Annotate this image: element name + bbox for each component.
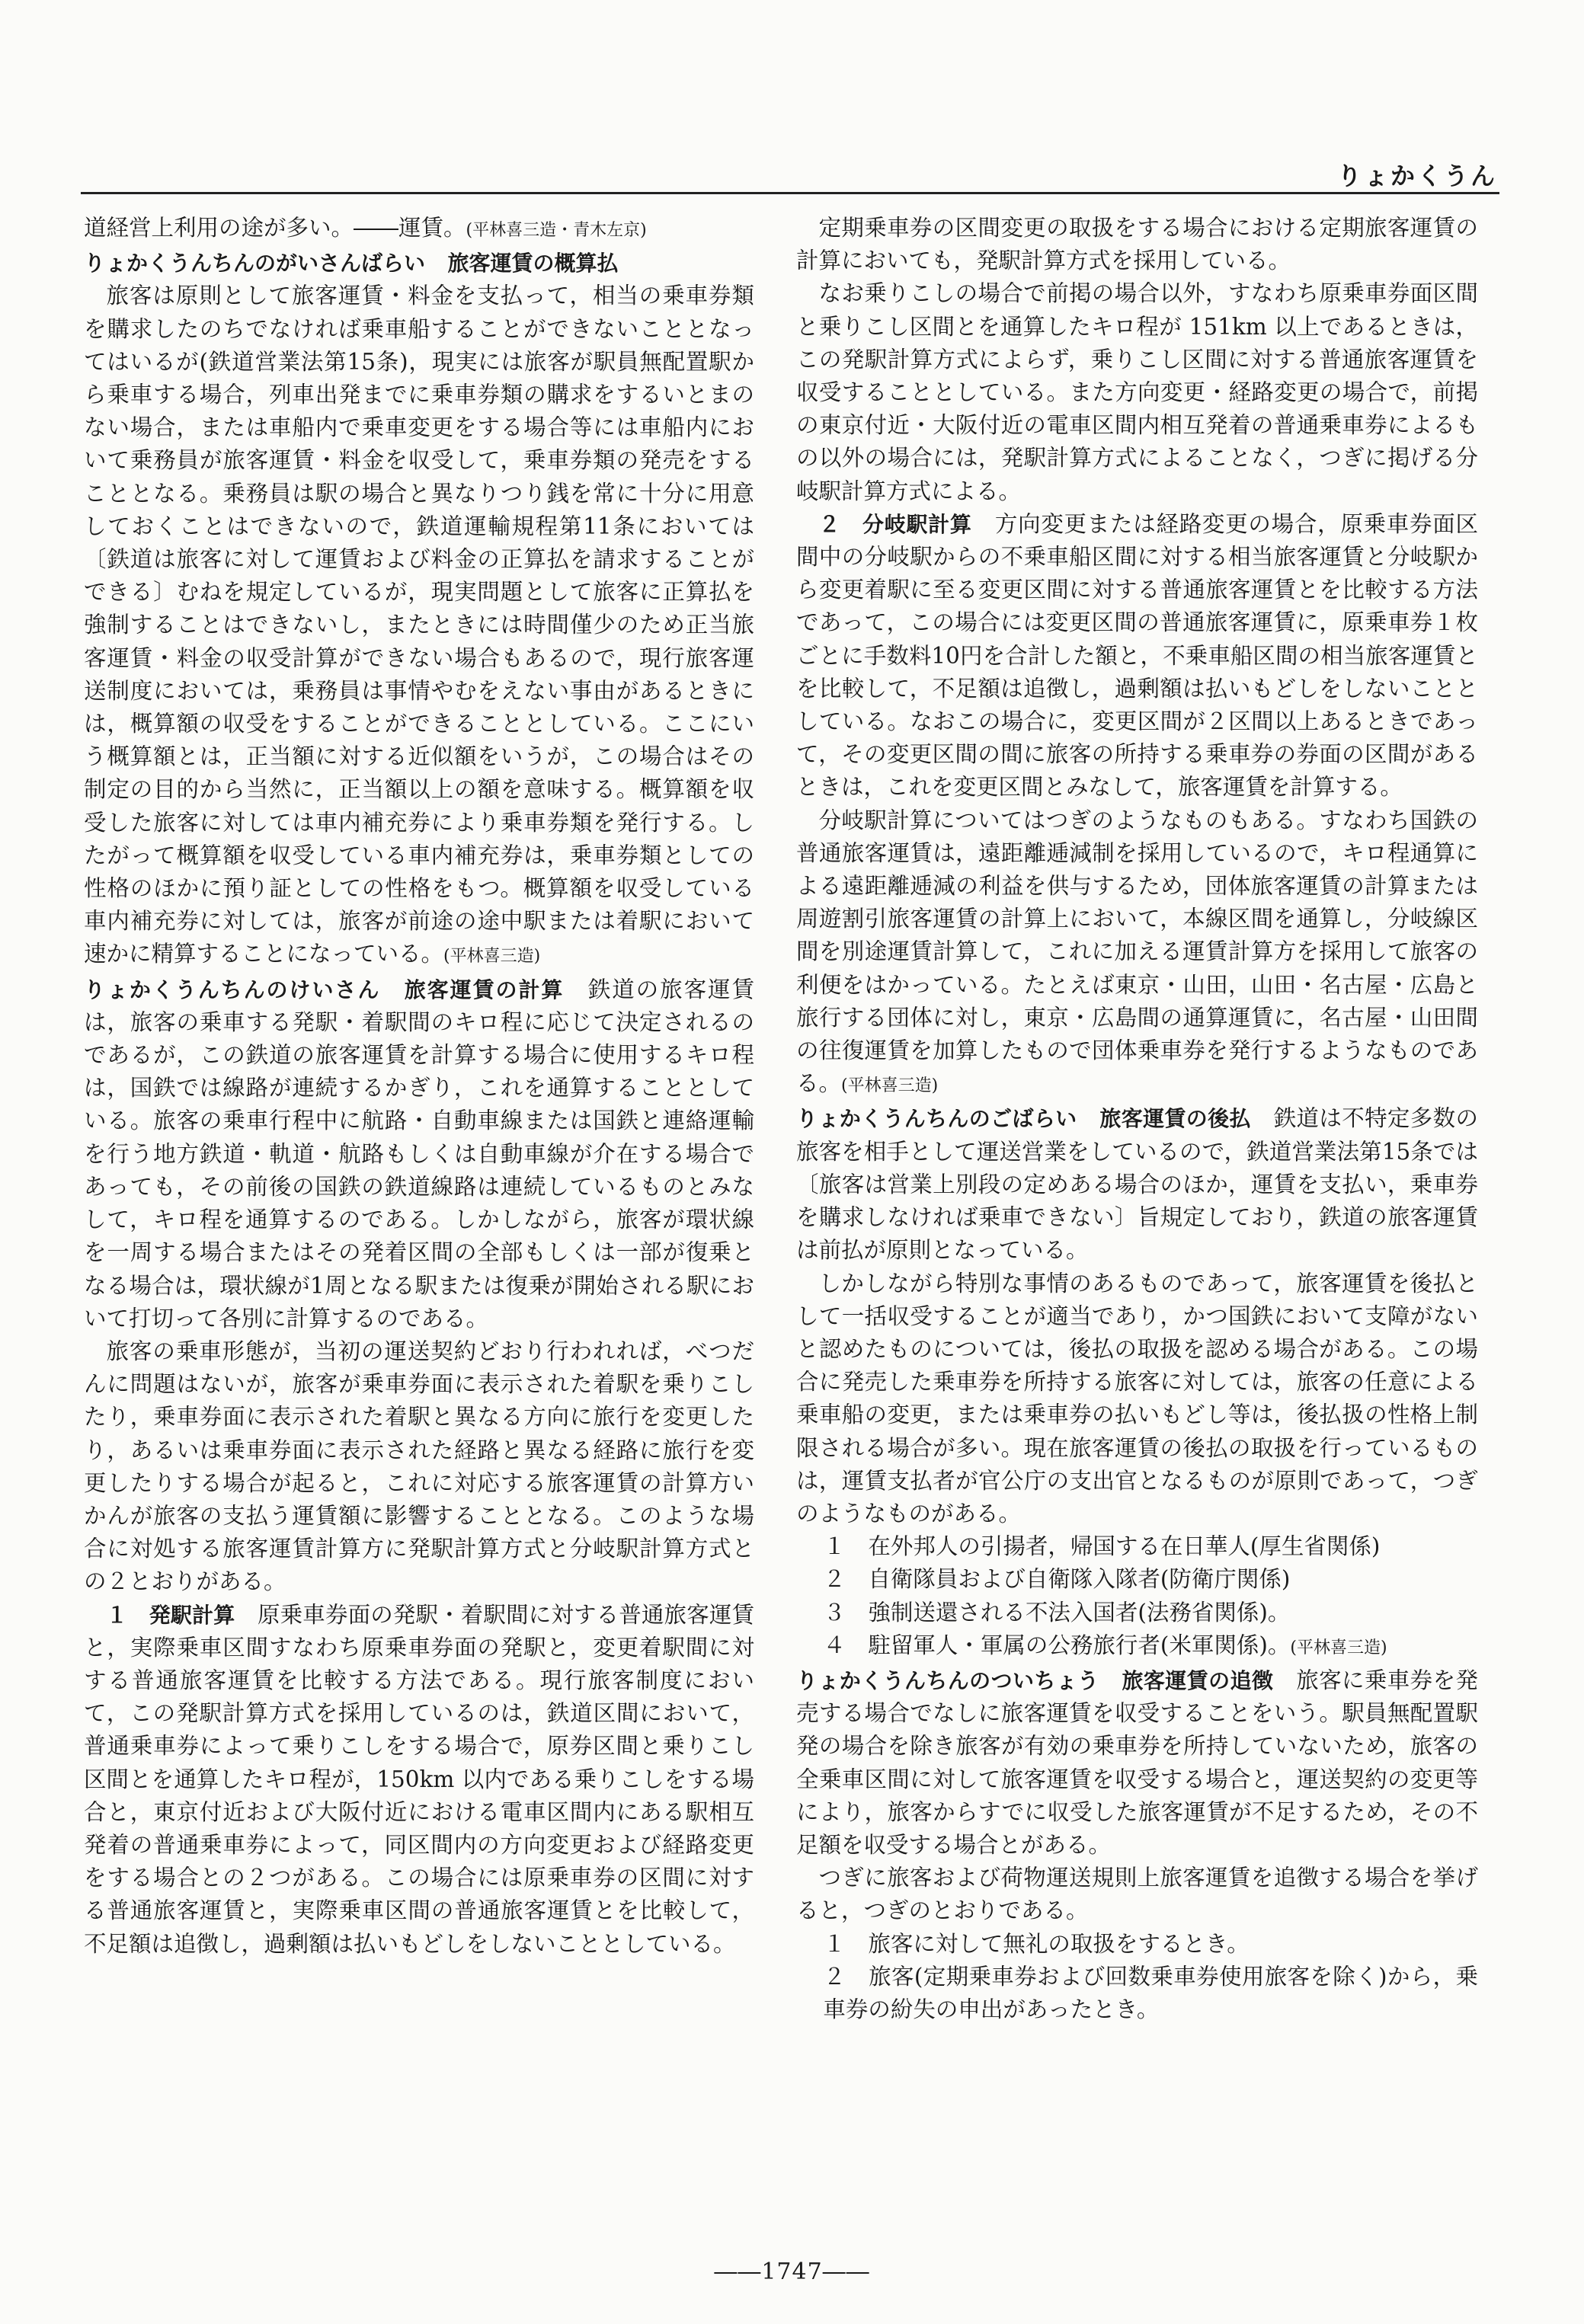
body-text: 鉄道の旅客運賃は，旅客の乗車する発駅・着駅間のキロ程に応じて決定されるのであるが，この鉄道の旅客運賃を計算する場合に使用するキロ程は，国鉄では線路が連続するかぎり，これを通算することとしている。旅客の乗車行程中に航路・自動車線または国鉄と連絡運輸を行う地方鉄道・軌道・航路もしくは自動車線が介在する場合であっても，その前後の国鉄の鉄道線路は連続しているものとみなして，キロ程を通算するのである。しかしながら，旅客が環状線を一周する場合またはその発着区間の全部もしくは一部が復乗となる場合は，環状線が1周となる駅または復乗が開始される駅において打切って各別に計算するのである。 bbox=[84, 976, 754, 1331]
list-item bbox=[796, 1629, 1478, 1664]
entry-tsuichou bbox=[796, 1664, 1478, 1862]
entry-keisan bbox=[84, 973, 754, 1335]
entry-body: 旅客の乗車形態が，当初の運送契約どおり行われれば，べつだんに問題はないが，旅客が乗車券面に表示された着駅を乗りこしたり，乗車券面に表示された着駅と異なる方向に旅行を変更したり，あるいは乗車券面に表示された経路と異なる経路に旅行を変更したりする場合が起ると，これに対応する旅客運賃の計算方いかんが旅客の支払う運賃額に影響することとなる。このような場合に対処する旅客運賃計算方に発駅計算方式と分岐駅計算方式との２とおりがある。 bbox=[84, 1338, 754, 1595]
body-text: 方向変更または経路変更の場合，原乗車券面区間中の分岐駅からの不乗車船区間に対する相当旅客運賃と分岐駅から変更着駅に至る変更区間に対する普通旅客運賃とを比較する方法であって，この場合には変更区間の普通旅客運賃に，原乗車券１枚ごとに手数料10円を合計した額と，不乗車船区間の相当旅客運賃とを比較して，不足額は追徴し，過剰額は払いもどしをしないこととしている。なおこの場合に，変更区間が２区間以上あるときであって，その変更区間の間に旅客の所持する乗車券の券面の区間があるときは，これを変更区間とみなして，旅客運賃を計算する。 bbox=[796, 510, 1478, 801]
author-credit: (平林喜三造) bbox=[443, 947, 541, 967]
body-text: 旅客に乗車券を発売する場合でなしに旅客運賃を収受することをいう。駅員無配置駅発の場合を除き旅客が有効の乗車券を所持していないため，旅客の全乗車区間に対して旅客運賃を収受する場合と，運送契約の変更等により，旅客からすでに収受した旅客運賃が不足するため，その不足額を収受する場合とがある。 bbox=[796, 1667, 1478, 1858]
entry-body: しかしながら特別な事情のあるものであって，旅客運賃を後払として一括収受することが適当であり，かつ国鉄において支障がないと認めたものについては，後払の取扱を認める場合がある。この場合に発売した乗車券を所持する旅客に対しては，旅客の任意による乗車船の変更，または乗車券の払いもどし等は，後払扱の性格上制限される場合が多い。現在旅客運賃の後払の取扱を行っているものは，運賃支払者が官公庁の支出官となるものが原則であって，つぎのようなものがある。 bbox=[796, 1270, 1478, 1526]
entry-body bbox=[84, 280, 754, 973]
entry-gobarai bbox=[796, 1102, 1478, 1267]
left-column bbox=[84, 212, 754, 2131]
entry-gaisanbarai bbox=[84, 247, 754, 280]
right-column bbox=[796, 212, 1478, 2131]
body-text: 旅客は原則として旅客運賃・料金を支払って，相当の乗車券類を購求したのちでなければ乗車船することができないこととなってはいるが(鉄道営業法第15条)，現実には旅客が駅員無配置駅から乗車する場合，列車出発までに乗車券類の購求をするいとまのない場合，または車船内で乗車変更をする場合等には車船内において乗務員が旅客運賃・料金を収受して，乗車券類の発売をすることとなる。乗務員は駅の場合と異なりつり銭を常に十分に用意しておくことはできないので，鉄道運輸規程第11条においては〔鉄道は旅客に対して運賃および料金の正算払を請求することができる〕むねを規定しているが，現実問題として旅客に正算払を強制することはできないし，またときには時間僅少のため正当旅客運賃・料金の収受計算ができない場合もあるので，現行旅客運送制度においては，乗務員は事情やむをえない事由があるときには，概算額の収受をすることができることとしている。ここにいう概算額とは，正当額に対する近似額をいうが，この場合はその制定の目的から当然に，正当額以上の額を意味する。概算額を収受した旅客に対しては車内補充券により乗車券類を発行する。したがって概算額を収受している車内補充券は，乗車券類としての性格のほかに預り証としての性格をもつ。概算額を収受している車内補充券に対しては，旅客が前途の途中駅または着駅において速かに精算することになっている。 bbox=[84, 283, 754, 967]
body-text: 分岐駅計算についてはつぎのようなものもある。すなわち国鉄の普通旅客運賃は，遠距離逓減制を採用しているので，キロ程通算による遠距離逓減の利益を供与するため，団体旅客運賃の計算または周遊割引旅客運賃の計算上において，本線区間を通算し，分岐線区間を別途運賃計算して，これに加える運賃計算方を採用して旅客の利便をはかっている。たとえば東京・山田，山田・名古屋・広島と旅行する団体に対し，東京・広島間の通算運賃に，名古屋・山田間の往復運賃を加算したもので団体乗車券を発行するようなものである。 bbox=[796, 807, 1478, 1097]
list-item: １ 在外邦人の引揚者，帰国する在日華人(厚生省関係) bbox=[823, 1533, 1381, 1560]
entry-subheading: 旅客運賃の概算払 bbox=[447, 251, 619, 277]
author-credit: (平林喜三造) bbox=[1290, 1638, 1387, 1657]
entry-heading: りょかくうんちんのがいさんばらい bbox=[84, 251, 426, 277]
item-label: １ 発駅計算 bbox=[106, 1602, 235, 1628]
running-title: りょかくうん bbox=[1336, 161, 1497, 190]
list-item bbox=[796, 508, 1478, 804]
body-text: 鉄道は不特定多数の旅客を相手として運送営業をしているので，鉄道営業法第15条では〔旅客は営業上別段の定めある場合のほか，運賃を支払い，乗車券を購求しなければ乗車できない〕旨規定しており，鉄道の旅客運賃は前払が原則となっている。 bbox=[796, 1105, 1478, 1264]
list-text: ４ 駐留軍人・軍属の公務旅行者(米軍関係)。 bbox=[823, 1632, 1291, 1658]
list-item: ２ 旅客(定期乗車券および回数乗車券使用旅客を除く)から，乗車券の紛失の申出があったとき。 bbox=[823, 1963, 1478, 2022]
entry-heading: りょかくうんちんのついちょう bbox=[796, 1667, 1099, 1693]
paragraph bbox=[796, 804, 1478, 1103]
list-item: ２ 自衛隊員および自衛隊入隊者(防衛庁関係) bbox=[823, 1566, 1291, 1593]
paragraph: 定期乗車券の区間変更の取扱をする場合における定期旅客運賃の計算においても，発駅計算方式を採用している。 bbox=[796, 215, 1478, 274]
author-credit: (平林喜三造・青木左京) bbox=[466, 221, 647, 240]
entry-heading: りょかくうんちんのけいさん bbox=[84, 977, 381, 1002]
entry-body: つぎに旅客および荷物運送規則上旅客運賃を追徴する場合を挙げると，つぎのとおりである。 bbox=[796, 1865, 1478, 1924]
list-item: ３ 強制送還される不法入国者(法務省関係)。 bbox=[823, 1599, 1291, 1626]
list-item bbox=[84, 1599, 754, 1961]
entry-heading: りょかくうんちんのごばらい bbox=[796, 1106, 1077, 1132]
entry-subheading: 旅客運賃の後払 bbox=[1099, 1106, 1251, 1132]
continuation-text: 道経営上利用の途が多い。――運賃。 bbox=[84, 215, 466, 241]
header-rule bbox=[81, 192, 1499, 194]
body-text: 原乗車券面の発駅・着駅間に対する普通旅客運賃と，実際乗車区間すなわち原乗車券面の発駅と，変更着駅間に対する普通旅客運賃を比較する方法である。現行旅客制度において，この発駅計算方式を採用しているのは，鉄道区間において，普通乗車券によって乗りこしをする場合で，原券区間と乗りこし区間とを通算したキロ程が，150km 以内である乗りこしをする場合と，東京付近および大阪付近における電車区間内にある駅相互発着の普通乗車券によって，同区間内の方向変更および経路変更をする場合との２つがある。この場合には原乗車券の区間に対する普通旅客運賃と，実際乗車区間の普通旅客運賃とを比較して，不足額は追徴し，過剰額は払いもどしをしないこととしている。 bbox=[84, 1601, 754, 1957]
list-item: １ 旅客に対して無礼の取扱をするとき。 bbox=[823, 1930, 1250, 1957]
entry-subheading: 旅客運賃の追徴 bbox=[1122, 1667, 1274, 1693]
continuation-paragraph bbox=[84, 212, 754, 247]
entry-subheading: 旅客運賃の計算 bbox=[404, 977, 565, 1002]
page-number: ――1747―― bbox=[714, 2258, 870, 2285]
author-credit: (平林喜三造) bbox=[841, 1076, 939, 1096]
paragraph: なお乗りこしの場合で前掲の場合以外，すなわち原乗車券面区間と乗りこし区間とを通算したキロ程が 151km 以上であるときは，この発駅計算方式によらず，乗りこし区間に対する普通旅客運賃を収受することとしている。また方向変更・経路変更の場合で，前掲の東京付近・大阪付近の電車区間内相互発着の普通乗車券によるもの以外の場合には，発駅計算方式によることなく，つぎに掲げる分岐駅計算方式による。 bbox=[796, 280, 1478, 504]
item-label: ２ 分岐駅計算 bbox=[818, 511, 972, 537]
